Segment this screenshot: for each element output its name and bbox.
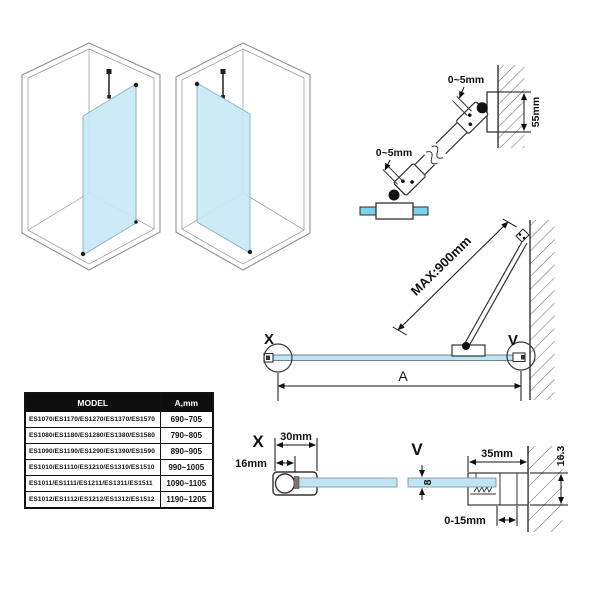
model-cell: ES1090/ES1190/ES1290/ES1390/ES1590 [25, 444, 160, 460]
header-model: MODEL [25, 393, 160, 412]
floor-fixing [81, 252, 85, 256]
a-range-cell: 1090~1105 [160, 476, 213, 492]
v-detail-title: V [411, 440, 423, 459]
dim-max-900 [393, 219, 517, 335]
a-range-cell: 790~805 [160, 428, 213, 444]
table-row [25, 412, 213, 428]
model-cell: ES1011/ES1111/ES1211/ES1311/ES1511 [25, 476, 160, 492]
brace-top-fitting [221, 69, 226, 74]
dim-30mm-label: 30mm [280, 431, 312, 443]
header-a-mm: A,mm [160, 393, 213, 412]
model-cell: ES1080/ES1180/ES1280/ES1380/ES1580 [25, 428, 160, 444]
table-row [25, 492, 213, 509]
dim-a-label: A [398, 368, 408, 384]
wall-fixing [134, 83, 138, 87]
dim-glass-8-label: 8 [422, 479, 434, 486]
glass-panel [83, 84, 136, 255]
spec-table [24, 392, 214, 509]
plan-view [255, 195, 555, 410]
table-row [25, 476, 213, 492]
bar-foot-pivot [462, 342, 470, 350]
plan-label-x: X [263, 331, 275, 348]
wall-bracket [516, 229, 529, 242]
model-cell: ES1012/ES1112/ES1212/ES1312/ES1512 [25, 492, 160, 509]
table-row [25, 428, 213, 444]
wall-plate [487, 92, 498, 132]
dim-0-15 [497, 506, 517, 526]
glass-panel [197, 83, 250, 253]
profile-tube [276, 474, 295, 493]
dim-16-3-label: 16.3 [555, 445, 567, 467]
table-header-row [25, 393, 213, 412]
brace-top-fitting [107, 69, 112, 74]
dim-gap-bottom-label: 0~5mm [375, 147, 413, 159]
model-cell: ES1070/ES1170/ES1270/ES1370/ES1570 [25, 412, 160, 428]
dim-16mm-label: 16mm [235, 458, 267, 470]
dim-0-15-label: 0-15mm [444, 515, 486, 527]
corner-fixing [134, 220, 138, 224]
table-row [25, 460, 213, 476]
a-range-cell: 990~1005 [160, 460, 213, 476]
dim-gap-top-label: 0~5mm [447, 74, 485, 86]
wall-hatch [499, 65, 525, 148]
v-section-detail [400, 428, 590, 548]
telescopic-bar [372, 85, 493, 205]
glass-section [297, 478, 397, 487]
x-detail-title: X [252, 432, 264, 451]
a-range-cell: 690~705 [160, 412, 213, 428]
a-range-cell: 1190~1205 [160, 492, 213, 509]
gap-bottom-leader [385, 160, 390, 170]
a-range-cell: 890~905 [160, 444, 213, 460]
dim-55mm-label: 55mm [530, 96, 542, 128]
glass-seal [294, 477, 299, 489]
iso-view-left [10, 35, 170, 280]
brace-bottom-fitting [107, 95, 111, 99]
gap-top-leader [460, 87, 465, 98]
wall-hatch [531, 220, 555, 400]
wall-fixing [195, 82, 199, 86]
plan-label-v: V [507, 332, 519, 349]
model-cell: ES1010/ES1110/ES1210/ES1310/ES1510 [25, 460, 160, 476]
dim-35mm-label: 35mm [481, 448, 513, 460]
support-bar [465, 240, 527, 346]
floor-fixing [248, 250, 252, 254]
dim-max-900-label: MAX:900mm [407, 233, 474, 299]
table-row [25, 444, 213, 460]
x-section-detail [225, 425, 405, 525]
